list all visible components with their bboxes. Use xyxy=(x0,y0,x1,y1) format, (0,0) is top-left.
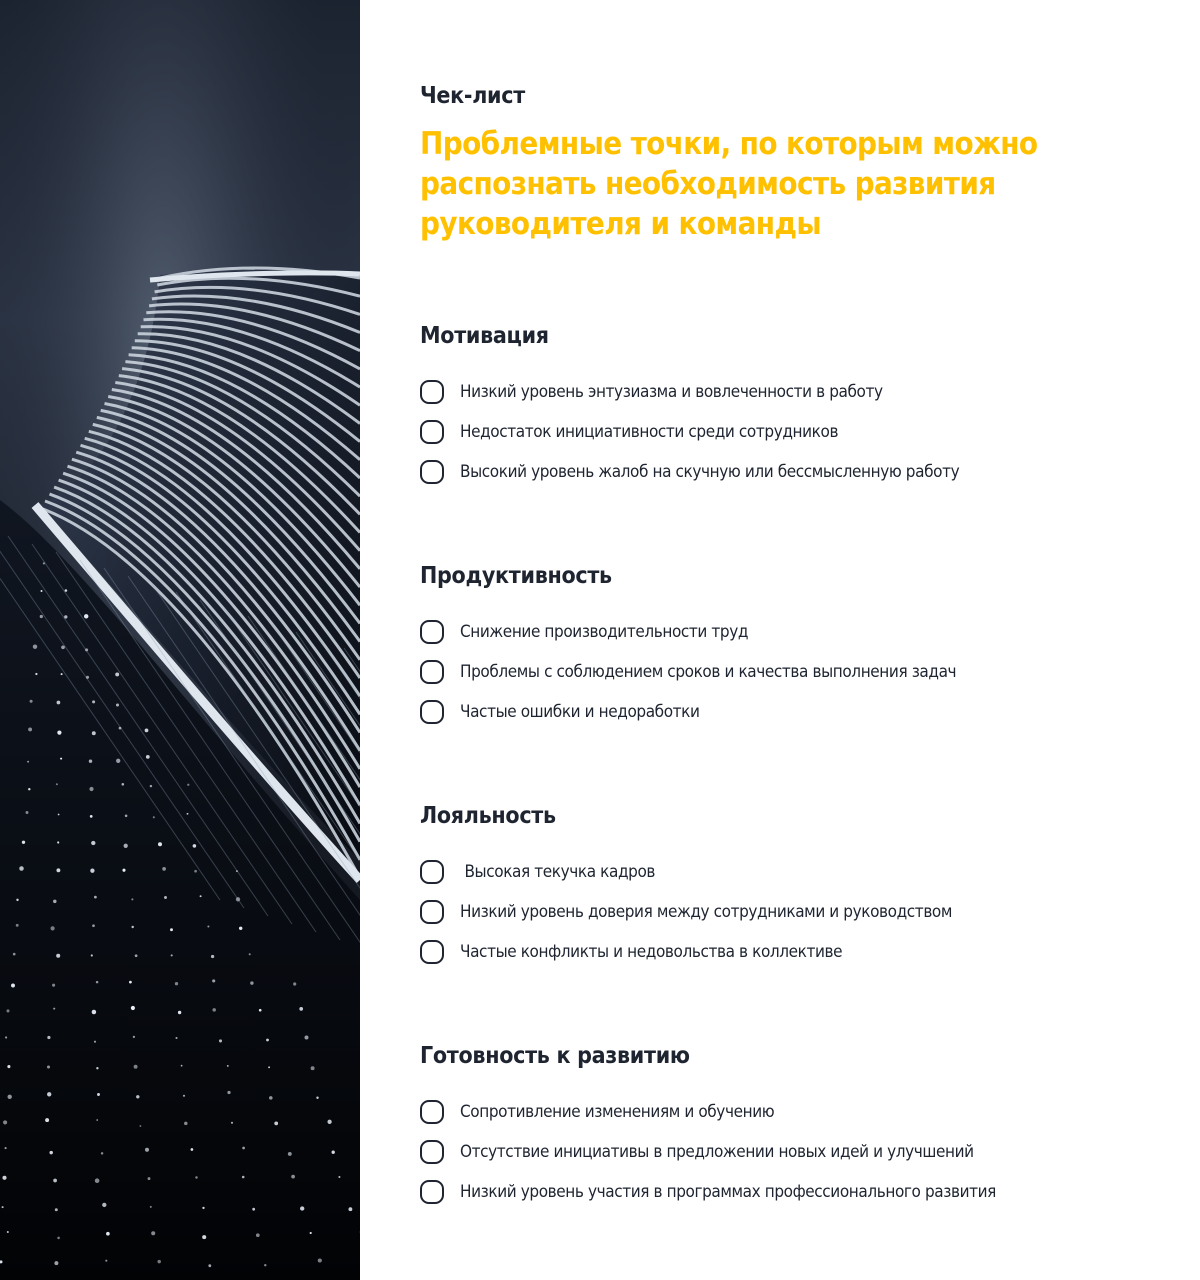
checklist-item-label: Проблемы с соблюдением сроков и качества выполнения задач xyxy=(460,662,957,682)
checkbox[interactable] xyxy=(420,1140,444,1164)
section-title: Готовность к развитию xyxy=(420,1043,690,1069)
checklist xyxy=(420,1092,1160,1212)
checklist-item-label: Сопротивление изменениям и обучению xyxy=(460,1102,775,1122)
checklist-item[interactable] xyxy=(420,612,1160,652)
checkbox[interactable] xyxy=(420,940,444,964)
section-title: Лояльность xyxy=(420,803,556,829)
section-development-readiness xyxy=(420,1040,1160,1212)
section-productivity xyxy=(420,560,1160,732)
checklist-item[interactable] xyxy=(420,412,1160,452)
checkbox[interactable] xyxy=(420,380,444,404)
section-motivation xyxy=(420,320,1160,492)
checklist-item-label: Снижение производительности труд xyxy=(460,622,749,642)
checklist-item-label: Отсутствие инициативы в предложении новых идей и улучшений xyxy=(460,1142,974,1162)
checkbox[interactable] xyxy=(420,900,444,924)
checklist-item[interactable] xyxy=(420,452,1160,492)
checkbox[interactable] xyxy=(420,660,444,684)
checklist-item[interactable] xyxy=(420,892,1160,932)
section-title: Мотивация xyxy=(420,323,549,349)
checklist-item[interactable] xyxy=(420,1172,1160,1212)
section-title: Продуктивность xyxy=(420,563,612,589)
page-title: Проблемные точки, по которым можно распознать необходимость развития руководителя и команды xyxy=(420,126,1038,242)
checklist-item-label: Низкий уровень энтузиазма и вовлеченности в работу xyxy=(460,382,883,402)
checklist-item-label: Высокая текучка кадров xyxy=(460,862,656,882)
checkbox[interactable] xyxy=(420,1100,444,1124)
checkbox[interactable] xyxy=(420,420,444,444)
checklist xyxy=(420,612,1160,732)
checkbox[interactable] xyxy=(420,620,444,644)
checklist-item-label: Частые конфликты и недовольства в коллективе xyxy=(460,942,843,962)
checkbox[interactable] xyxy=(420,860,444,884)
checklist-item-label: Низкий уровень участия в программах профессионального развития xyxy=(460,1182,996,1202)
checklist-item-label: Недостаток инициативности среди сотрудников xyxy=(460,422,839,442)
section-loyalty xyxy=(420,800,1160,972)
checkbox[interactable] xyxy=(420,1180,444,1204)
checkbox[interactable] xyxy=(420,700,444,724)
eyebrow-label: Чек-лист xyxy=(420,83,525,109)
checkbox[interactable] xyxy=(420,460,444,484)
checklist-item-label: Частые ошибки и недоработки xyxy=(460,702,700,722)
checklist-item-label: Высокий уровень жалоб на скучную или бессмысленную работу xyxy=(460,462,960,482)
checklist-item[interactable] xyxy=(420,1132,1160,1172)
header xyxy=(420,80,1160,244)
checklist-item[interactable] xyxy=(420,692,1160,732)
checklist-item[interactable] xyxy=(420,1092,1160,1132)
checklist-item-label: Низкий уровень доверия между сотрудниками и руководством xyxy=(460,902,953,922)
checklist-item[interactable] xyxy=(420,852,1160,892)
checklist-item[interactable] xyxy=(420,372,1160,412)
checklist-item[interactable] xyxy=(420,932,1160,972)
skyscraper-photo xyxy=(0,0,360,1280)
checklist xyxy=(420,852,1160,972)
checklist xyxy=(420,372,1160,492)
checklist-item[interactable] xyxy=(420,652,1160,692)
